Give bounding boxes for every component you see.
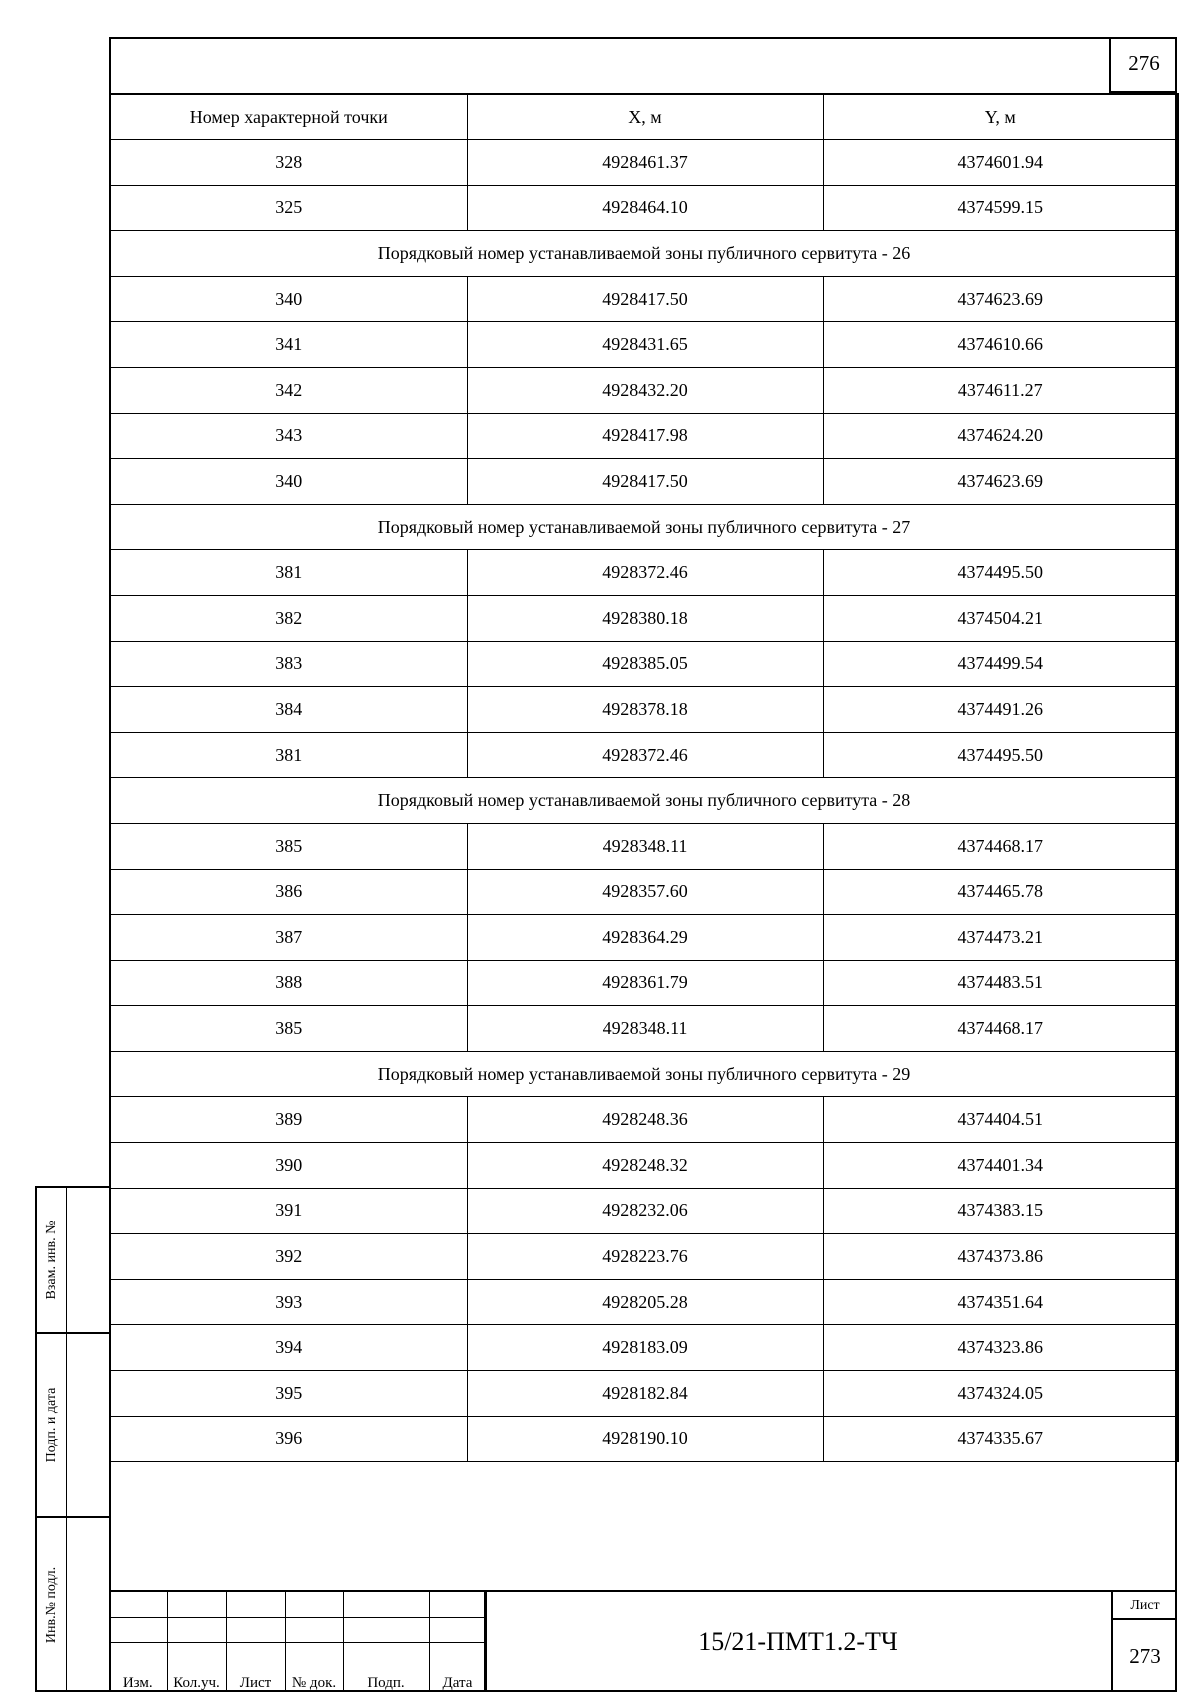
x-coordinate-cell: 4928464.10 [467, 185, 823, 231]
table-row [110, 1325, 1178, 1371]
y-coordinate-cell: 4374491.26 [823, 687, 1178, 733]
point-number-cell: 388 [110, 960, 467, 1006]
table-body [110, 140, 1178, 1462]
x-coordinate-cell: 4928385.05 [467, 641, 823, 687]
point-number-cell: 387 [110, 915, 467, 961]
point-number-cell: 395 [110, 1371, 467, 1417]
x-coordinate-cell: 4928357.60 [467, 869, 823, 915]
zone-header-row [110, 231, 1178, 277]
x-coordinate-cell: 4928372.46 [467, 732, 823, 778]
table-row [110, 1006, 1178, 1052]
x-coordinate-cell: 4928380.18 [467, 595, 823, 641]
document-code: 15/21-ПМТ1.2-ТЧ [484, 1592, 1110, 1692]
table-row [110, 1371, 1178, 1417]
table-row [110, 595, 1178, 641]
header-y: Y, м [823, 94, 1178, 140]
y-coordinate-cell: 4374465.78 [823, 869, 1178, 915]
title-block [109, 1590, 1177, 1692]
table-row [110, 823, 1178, 869]
x-coordinate-cell: 4928361.79 [467, 960, 823, 1006]
y-coordinate-cell: 4374601.94 [823, 140, 1178, 186]
table-row [110, 367, 1178, 413]
point-number-cell: 383 [110, 641, 467, 687]
y-coordinate-cell: 4374373.86 [823, 1234, 1178, 1280]
table-row [110, 1143, 1178, 1189]
page-number: 276 [1109, 37, 1177, 93]
point-number-cell: 386 [110, 869, 467, 915]
x-coordinate-cell: 4928205.28 [467, 1279, 823, 1325]
y-coordinate-cell: 4374383.15 [823, 1188, 1178, 1234]
x-coordinate-cell: 4928372.46 [467, 550, 823, 596]
zone-title: Порядковый номер устанавливаемой зоны публичного сервитута - 28 [110, 778, 1178, 824]
y-coordinate-cell: 4374468.17 [823, 1006, 1178, 1052]
y-coordinate-cell: 4374323.86 [823, 1325, 1178, 1371]
y-coordinate-cell: 4374623.69 [823, 276, 1178, 322]
point-number-cell: 341 [110, 322, 467, 368]
point-number-cell: 342 [110, 367, 467, 413]
x-coordinate-cell: 4928182.84 [467, 1371, 823, 1417]
y-coordinate-cell: 4374324.05 [823, 1371, 1178, 1417]
x-coordinate-cell: 4928223.76 [467, 1234, 823, 1280]
side-cell-original-inventory [37, 1518, 111, 1692]
side-stamp [35, 1186, 109, 1692]
point-number-cell: 328 [110, 140, 467, 186]
x-coordinate-cell: 4928364.29 [467, 915, 823, 961]
table-row [110, 687, 1178, 733]
y-coordinate-cell: 4374351.64 [823, 1279, 1178, 1325]
y-coordinate-cell: 4374599.15 [823, 185, 1178, 231]
header-x: X, м [467, 94, 823, 140]
sheet-number: 273 [1129, 1644, 1161, 1668]
side-label-signature-date: Подп. и дата [43, 1387, 59, 1463]
col-izm: Изм. [109, 1642, 167, 1692]
point-number-cell: 389 [110, 1097, 467, 1143]
coordinates-table [109, 93, 1179, 1462]
y-coordinate-cell: 4374468.17 [823, 823, 1178, 869]
y-coordinate-cell: 4374495.50 [823, 732, 1178, 778]
point-number-cell: 396 [110, 1416, 467, 1462]
x-coordinate-cell: 4928248.32 [467, 1143, 823, 1189]
table-row [110, 413, 1178, 459]
x-coordinate-cell: 4928232.06 [467, 1188, 823, 1234]
table-row [110, 732, 1178, 778]
x-coordinate-cell: 4928417.98 [467, 413, 823, 459]
point-number-cell: 384 [110, 687, 467, 733]
table-row [110, 1097, 1178, 1143]
point-number-cell: 392 [110, 1234, 467, 1280]
table-row [110, 1416, 1178, 1462]
table-header-row [110, 94, 1178, 140]
y-coordinate-cell: 4374483.51 [823, 960, 1178, 1006]
side-label-replacement: Взам. инв. № [43, 1220, 59, 1300]
y-coordinate-cell: 4374610.66 [823, 322, 1178, 368]
table-row [110, 1234, 1178, 1280]
col-signature: Подп. [343, 1642, 429, 1692]
point-number-cell: 385 [110, 1006, 467, 1052]
x-coordinate-cell: 4928417.50 [467, 276, 823, 322]
x-coordinate-cell: 4928348.11 [467, 1006, 823, 1052]
zone-title: Порядковый номер устанавливаемой зоны публичного сервитута - 26 [110, 231, 1178, 277]
zone-header-row [110, 1051, 1178, 1097]
point-number-cell: 394 [110, 1325, 467, 1371]
x-coordinate-cell: 4928190.10 [467, 1416, 823, 1462]
point-number-cell: 381 [110, 550, 467, 596]
y-coordinate-cell: 4374401.34 [823, 1143, 1178, 1189]
col-doc-number: № док. [285, 1642, 343, 1692]
y-coordinate-cell: 4374624.20 [823, 413, 1178, 459]
table-row [110, 1279, 1178, 1325]
x-coordinate-cell: 4928431.65 [467, 322, 823, 368]
zone-title: Порядковый номер устанавливаемой зоны публичного сервитута - 29 [110, 1051, 1178, 1097]
page-frame [109, 37, 1177, 1692]
table-row [110, 960, 1178, 1006]
point-number-cell: 391 [110, 1188, 467, 1234]
col-date: Дата [429, 1642, 486, 1692]
sheet-box [1111, 1592, 1177, 1692]
x-coordinate-cell: 4928417.50 [467, 459, 823, 505]
point-number-cell: 385 [110, 823, 467, 869]
y-coordinate-cell: 4374499.54 [823, 641, 1178, 687]
point-number-cell: 343 [110, 413, 467, 459]
y-coordinate-cell: 4374404.51 [823, 1097, 1178, 1143]
x-coordinate-cell: 4928461.37 [467, 140, 823, 186]
y-coordinate-cell: 4374335.67 [823, 1416, 1178, 1462]
side-cell-signature-date [37, 1334, 111, 1518]
y-coordinate-cell: 4374495.50 [823, 550, 1178, 596]
table-row [110, 869, 1178, 915]
point-number-cell: 340 [110, 276, 467, 322]
table-row [110, 140, 1178, 186]
col-kol-uch: Кол.уч. [167, 1642, 226, 1692]
point-number-cell: 382 [110, 595, 467, 641]
side-label-original-inventory: Инв.№ подл. [43, 1566, 59, 1644]
side-cell-replacement [37, 1188, 111, 1334]
table-row [110, 915, 1178, 961]
zone-header-row [110, 504, 1178, 550]
zone-header-row [110, 778, 1178, 824]
sheet-label: Лист [1113, 1592, 1177, 1620]
col-list: Лист [226, 1642, 285, 1692]
y-coordinate-cell: 4374611.27 [823, 367, 1178, 413]
y-coordinate-cell: 4374623.69 [823, 459, 1178, 505]
x-coordinate-cell: 4928183.09 [467, 1325, 823, 1371]
point-number-cell: 325 [110, 185, 467, 231]
table-row [110, 459, 1178, 505]
table-row [110, 1188, 1178, 1234]
point-number-cell: 340 [110, 459, 467, 505]
y-coordinate-cell: 4374504.21 [823, 595, 1178, 641]
table-row [110, 185, 1178, 231]
x-coordinate-cell: 4928378.18 [467, 687, 823, 733]
zone-title: Порядковый номер устанавливаемой зоны публичного сервитута - 27 [110, 504, 1178, 550]
table-row [110, 550, 1178, 596]
table-row [110, 322, 1178, 368]
table-row [110, 641, 1178, 687]
point-number-cell: 390 [110, 1143, 467, 1189]
x-coordinate-cell: 4928348.11 [467, 823, 823, 869]
x-coordinate-cell: 4928248.36 [467, 1097, 823, 1143]
point-number-cell: 393 [110, 1279, 467, 1325]
point-number-cell: 381 [110, 732, 467, 778]
table-row [110, 276, 1178, 322]
revision-grid [109, 1592, 487, 1692]
y-coordinate-cell: 4374473.21 [823, 915, 1178, 961]
x-coordinate-cell: 4928432.20 [467, 367, 823, 413]
header-point-number: Номер характерной точки [110, 94, 467, 140]
